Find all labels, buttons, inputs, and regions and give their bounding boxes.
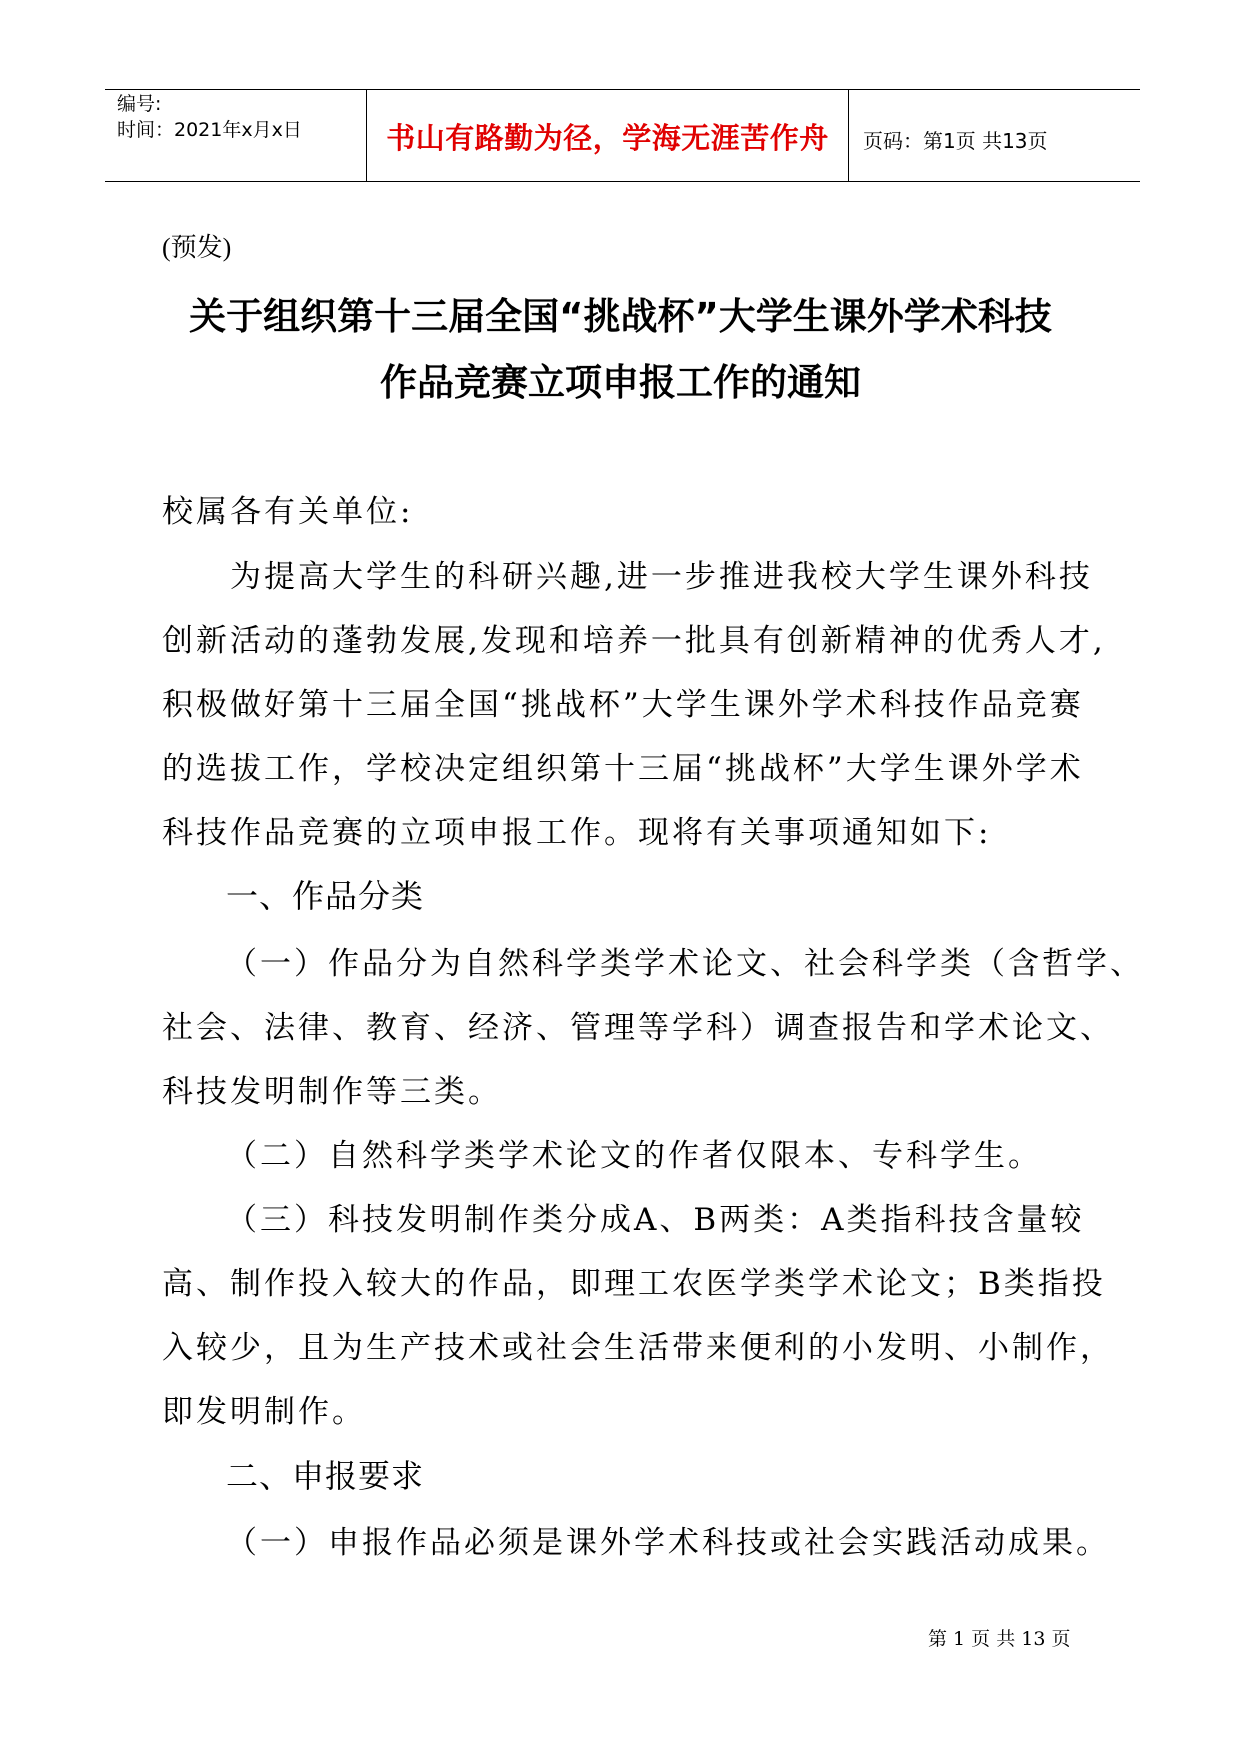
paragraph-line: 的选拔工作，学校决定组织第十三届“挑战杯”大学生课外学术 xyxy=(162,751,1084,787)
paragraph-line: （一）申报作品必须是课外学术科技或社会实践活动成果。 xyxy=(226,1525,1110,1561)
paragraph-line: （一）作品分为自然科学类学术论文、社会科学类（含哲学、 xyxy=(226,946,1144,982)
paragraph-line: 高、制作投入较大的作品，即理工农医学类学术论文；B类指投 xyxy=(162,1266,1106,1302)
paragraph-line: 为提高大学生的科研兴趣,进一步推进我校大学生课外科技 xyxy=(162,559,1093,595)
prelim-label: (预发) xyxy=(162,233,232,262)
paragraph-line: 社会、法律、教育、经济、管理等学科）调查报告和学术论文、 xyxy=(162,1010,1114,1046)
page-footer: 第 1 页 共 13 页 xyxy=(928,1628,1071,1650)
salutation: 校属各有关单位: xyxy=(162,494,414,530)
paragraph-line: 入较少，且为生产技术或社会生活带来便利的小发明、小制作， xyxy=(162,1330,1114,1366)
paragraph-line: （二）自然科学类学术论文的作者仅限本、专科学生。 xyxy=(226,1138,1042,1174)
paragraph-line: 科技发明制作等三类。 xyxy=(162,1074,502,1110)
paragraph-line: （三）科技发明制作类分成A、B两类：A类指科技含量较 xyxy=(226,1202,1085,1238)
number-label: 编号: xyxy=(117,93,162,115)
paragraph-line: 创新活动的蓬勃发展,发现和培养一批具有创新精神的优秀人才, xyxy=(162,623,1106,659)
page-info: 页码：第1页 共13页 xyxy=(863,129,1048,153)
document-title-line-2: 作品竞赛立项申报工作的通知 xyxy=(380,361,861,404)
document-title-line-1: 关于组织第十三届全国“挑战杯”大学生课外学术科技 xyxy=(189,295,1052,338)
header-meta-cell xyxy=(105,90,367,181)
motto-text: 书山有路勤为径，学海无涯苦作舟 xyxy=(386,121,829,155)
header-page-cell xyxy=(849,90,1140,181)
header-motto-cell xyxy=(367,90,849,181)
section-1-heading: 一、作品分类 xyxy=(226,877,425,915)
paragraph-line: 积极做好第十三届全国“挑战杯”大学生课外学术科技作品竞赛 xyxy=(162,687,1084,723)
paragraph-line: 科技作品竞赛的立项申报工作。现将有关事项通知如下: xyxy=(162,815,992,851)
section-2-heading: 二、申报要求 xyxy=(226,1457,425,1495)
time-label: 时间：2021年x月x日 xyxy=(117,119,302,141)
document-header xyxy=(105,89,1140,182)
paragraph-line: 即发明制作。 xyxy=(162,1394,366,1430)
